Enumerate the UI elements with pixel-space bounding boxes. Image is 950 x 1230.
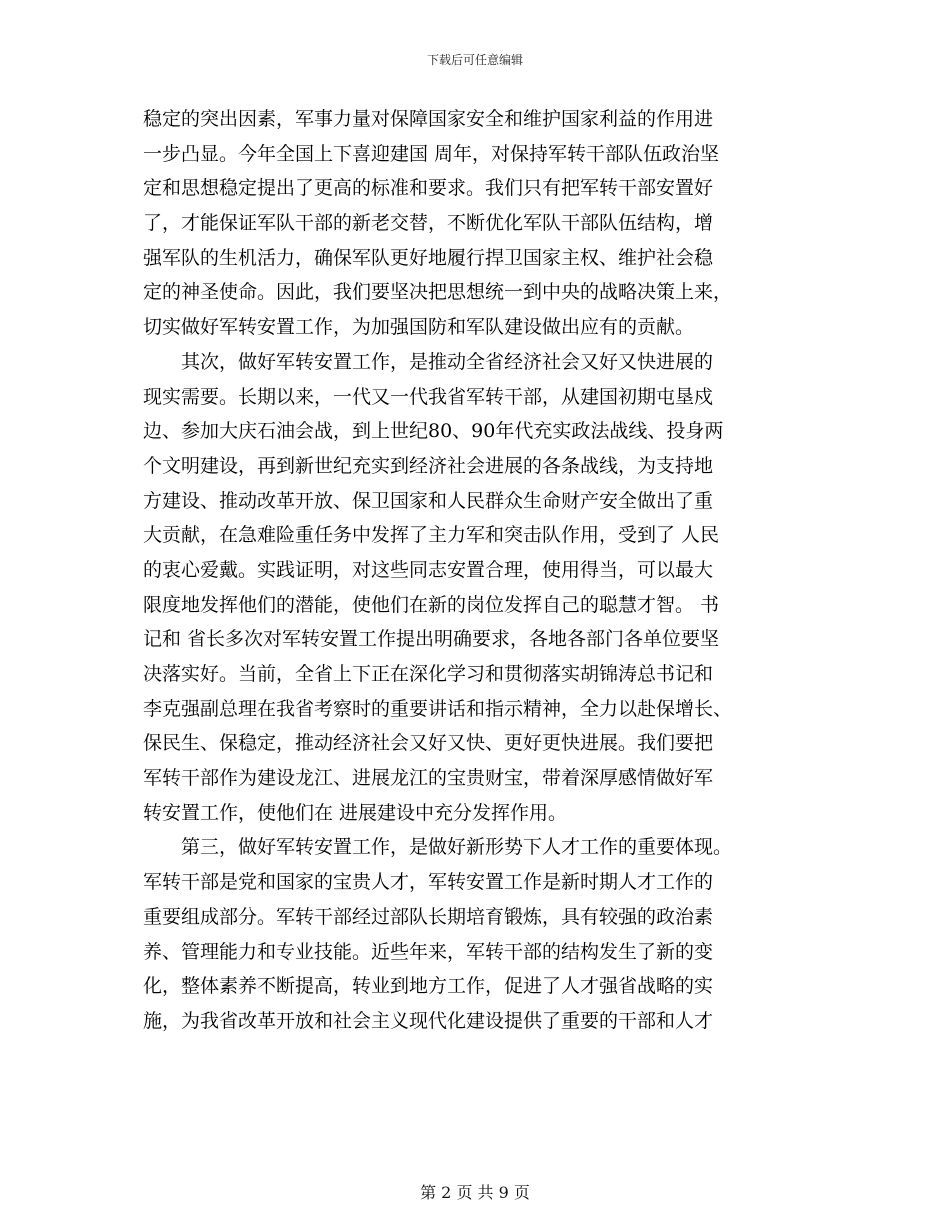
text-line: 施，为我省改革开放和社会主义现代化建设提供了重要的干部和人才 <box>143 1009 714 1032</box>
text-line: 稳定的突出因素，军事力量对保障国家安全和维护国家利益的作用进 <box>143 108 714 130</box>
text-line: 现实需要。长期以来，一代又一代我省军转干部，从建国初期屯垦戍 <box>143 385 714 408</box>
text-line: 其次，做好军转安置工作，是推动全省经济社会又好又快进展的 <box>143 350 714 373</box>
text-line: 第三，做好军转安置工作，是做好新形势下人才工作的重要体现。 <box>143 836 733 859</box>
text-line: 李克强副总理在我省考察时的重要讲话和指示精神，全力以赴保增长、 <box>143 697 733 720</box>
text-line: 养、管理能力和专业技能。近些年来，军转干部的结构发生了新的变 <box>143 940 714 963</box>
text-line: 定和思想稳定提出了更高的标准和要求。我们只有把军转干部安置好 <box>143 177 714 200</box>
text-line: 转安置工作，使他们在 进展建设中充分发挥作用。 <box>143 801 568 824</box>
text-line: 强军队的生机活力，确保军队更好地履行捍卫国家主权、维护社会稳 <box>143 246 714 269</box>
text-line: 一步凸显。今年全国上下喜迎建国 周年，对保持军转干部队伍政治坚 <box>143 142 720 165</box>
text-line: 方建设、推动改革开放、保卫国家和人民群众生命财产安全做出了重 <box>143 489 714 512</box>
page-header: 下载后可任意编辑 <box>426 53 523 67</box>
text-line: 切实做好军转安置工作，为加强国防和军队建设做出应有的贡献。 <box>143 316 695 339</box>
text-line: 边、参加大庆石油会战，到上世纪80、90年代充实政法战线、投身两 <box>143 420 724 443</box>
text-line: 的衷心爱戴。实践证明，对这些同志安置合理，使用得当，可以最大 <box>143 558 714 581</box>
document-body <box>143 102 813 1039</box>
text-line: 定的神圣使命。因此，我们要坚决把思想统一到中央的战略决策上来， <box>143 281 733 304</box>
text-line: 个文明建设，再到新世纪充实到经济社会进展的各条战线，为支持地 <box>143 454 714 477</box>
text-line: 军转干部是党和国家的宝贵人才，军转安置工作是新时期人才工作的 <box>143 871 714 894</box>
text-line: 记和 省长多次对军转安置工作提出明确要求，各地各部门各单位要坚 <box>143 628 720 651</box>
text-line: 化，整体素养不断提高，转业到地方工作，促进了人才强省战略的实 <box>143 975 714 998</box>
text-line: 决落实好。当前，全省上下正在深化学习和贯彻落实胡锦涛总书记和 <box>143 663 714 685</box>
text-line: 重要组成部分。军转干部经过部队长期培育锻炼，具有较强的政治素 <box>143 905 714 928</box>
text-line: 了，才能保证军队干部的新老交替，不断优化军队干部队伍结构，增 <box>143 212 714 235</box>
text-line: 军转干部作为建设龙江、进展龙江的宝贵财宝，带着深厚感情做好军 <box>143 767 714 790</box>
text-line: 大贡献，在急难险重任务中发挥了主力军和突击队作用，受到了 人民 <box>143 524 720 547</box>
page-footer: 第 2 页 共 9 页 <box>420 1183 530 1202</box>
text-line: 保民生、保稳定，推动经济社会又好又快、更好更快进展。我们要把 <box>143 732 714 755</box>
text-line: 限度地发挥他们的潜能，使他们在新的岗位发挥自己的聪慧才智。 书 <box>143 593 720 616</box>
